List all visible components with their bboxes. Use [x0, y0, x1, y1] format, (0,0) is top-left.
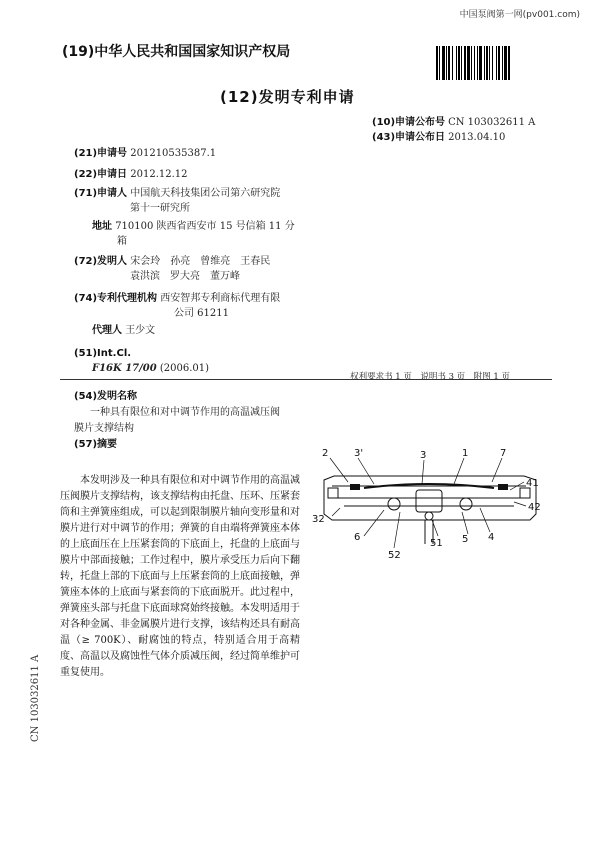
title-label-text: (54)发明名称 — [74, 391, 138, 402]
label-2: 2 — [322, 448, 329, 459]
int-cl-code-row — [92, 361, 209, 376]
pub-number: CN 103032611 A — [448, 117, 536, 128]
label-5: 5 — [462, 534, 469, 545]
title-label — [74, 389, 137, 404]
address-label: 地址 — [92, 221, 112, 232]
label-3: 3 — [420, 450, 427, 461]
label-52: 52 — [388, 550, 401, 561]
document-kind: (12)发明专利申请 — [220, 88, 355, 106]
drawing-figure — [304, 436, 554, 566]
agent-name: 王少文 — [125, 325, 156, 336]
applicant-label: (71)申请人 — [74, 188, 128, 199]
label-4: 4 — [488, 532, 495, 543]
pub-date: 2013.04.10 — [448, 132, 506, 143]
pub-date-label: (43)申请公布日 — [372, 132, 446, 143]
inventors-line-1: 宋会玲 孙亮 曾维亮 王春民 — [130, 256, 271, 267]
label-51: 51 — [430, 538, 443, 549]
app-number-label: (21)申请号 — [74, 148, 128, 159]
app-number: 201210535387.1 — [130, 148, 217, 159]
label-41: 41 — [526, 478, 539, 489]
page-counts: 权利要求书 1 页 说明书 3 页 附图 1 页 — [350, 372, 510, 382]
label-32: 32 — [312, 514, 325, 525]
agency-line-2: 公司 61211 — [174, 308, 229, 319]
label-3p: 3' — [354, 448, 364, 459]
app-date-row — [74, 167, 188, 182]
app-date: 2012.12.12 — [130, 169, 188, 180]
int-cl-label: (51)Int.Cl. — [74, 348, 132, 359]
agency-label: (74)专利代理机构 — [74, 293, 158, 304]
applicant-row — [74, 186, 280, 201]
address-line-2: 箱 — [117, 236, 127, 247]
site-watermark: 中国泵阀第一网(pv001.com) — [459, 10, 580, 20]
label-6: 6 — [354, 532, 361, 543]
app-number-row — [74, 146, 216, 161]
abstract-label — [74, 437, 117, 452]
barcode — [436, 46, 552, 80]
int-cl-row — [74, 346, 131, 361]
inventors-line-2: 袁洪滨 罗大亮 董万峰 — [130, 271, 240, 282]
int-cl-year: (2006.01) — [159, 363, 210, 374]
inventor-label: (72)发明人 — [74, 256, 128, 267]
divider — [60, 379, 552, 380]
label-1: 1 — [462, 448, 469, 459]
agent-label: 代理人 — [92, 325, 122, 336]
applicant-line-1: 中国航天科技集团公司第六研究院 — [130, 188, 281, 199]
office-name: (19)中华人民共和国国家知识产权局 — [62, 44, 291, 60]
address-row — [92, 219, 295, 234]
int-cl-code: F16K 17/00 — [92, 363, 157, 374]
title-line-2: 膜片支撑结构 — [74, 423, 134, 434]
label-7: 7 — [500, 448, 507, 459]
abstract-label-text: (57)摘要 — [74, 439, 118, 450]
inventor-row — [74, 254, 270, 269]
applicant-line-2: 第十一研究所 — [130, 203, 190, 214]
app-date-label: (22)申请日 — [74, 169, 128, 180]
pub-number-label: (10)申请公布号 — [372, 117, 446, 128]
abstract-text: 本发明涉及一种具有限位和对中调节作用的高温减压阀膜片支撑结构，该支撑结构由托盘、压环、压紧套筒和主弹簧座组成，可以起到限制膜片轴向变形量和对膜片进行对中调节的作用；弹簧的自由端将弹簧座本体的上底面压在上压紧套筒的下底面上，托盘的上底面与膜片中部面接触；工作过程中，膜片承受压力后向下翻转，托盘上部的下底面与上压紧套筒的上底面接触，弹簧座本体的上底面与紧套筒的下底面脱开。此过程中，弹簧座头部与托盘下底面球窝始终接触。本发明适用于对各种金属、非金属膜片进行支撑，该结构还具有耐高温（≥ 700K）、耐腐蚀的特点，特别适合用于高精度、高温以及腐蚀性气体介质减压阀，经过简单维护可重复使用。 — [60, 475, 300, 678]
agency-row — [74, 291, 280, 306]
address-line-1: 710100 陕西省西安市 15 号信箱 11 分 — [115, 221, 295, 232]
agency-line-1: 西安智邦专利商标代理有限 — [160, 293, 281, 304]
pub-date-row — [372, 128, 505, 143]
side-pub-number: CN 103032611 A — [30, 654, 41, 742]
label-42: 42 — [528, 502, 541, 513]
pub-number-row — [372, 113, 535, 128]
agent-row — [92, 323, 155, 338]
title-line-1: 一种具有限位和对中调节作用的高温减压阀 — [90, 407, 280, 418]
